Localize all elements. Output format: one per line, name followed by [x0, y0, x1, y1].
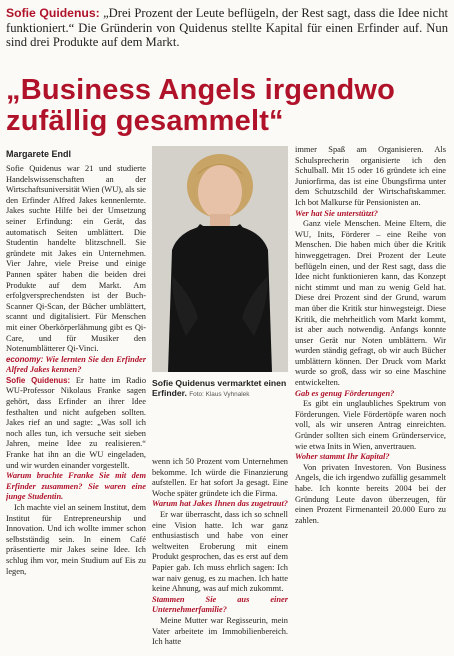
- article-column-2: [152, 457, 288, 654]
- question-6: Gab es genug Förderungen?: [295, 388, 395, 398]
- answer-7: Von privaten Investoren. Von Business Angels, die ich irgendwo zufällig gesammelt habe. Ich konnte bereits 2004 bei der Gründung Leute davon überzeugen, für einen Prozent Firmenanteil 20.000 Euro zu zahlen.: [295, 462, 446, 525]
- answer-2: Ich machte viel an seinem Institut, dem Institut für Entrepreneurship und Innovation. Und ich wollte immer schon selbstständig sein. In einem Café präsentierte mir Jakes seine Idee. Ich schlug ihm vor, mein Studium auf Eis zu legen,: [6, 503, 146, 576]
- photo-caption: [152, 378, 292, 401]
- article-column-3: [295, 145, 446, 654]
- article-column-1: [6, 164, 146, 654]
- author-byline: Margarete Endl: [6, 149, 72, 159]
- answer-3: Er war überrascht, dass ich so schnell eine Vision hatte. Ich war ganz enthusiastisch und habe von einer weltweiten Eroberung mit einem Produkt gesprochen, das es erst auf dem Papier gab. Ich muss ehrlich sagen: Ich war naiv genug, es zu machen. Ich hatte keine Ahnung, was auf mich zukommt.: [152, 509, 288, 594]
- interviewer-label: economy:: [6, 354, 44, 364]
- answer-4: Meine Mutter war Regisseurin, mein Vater arbeitete im Immobilienbereich. Ich hatte: [152, 615, 288, 647]
- question-1-text: Wie lernten Sie den Erfinder Alfred Jakes kennen?: [6, 354, 146, 375]
- portrait-photo-illustration: [152, 146, 288, 372]
- answer-4-continued: immer Spaß am Organisieren. Als Schulsprecherin organisierte ich den Schulball. Mit 15 oder 16 gründete ich eine Juniorfirma, das ist eine Übungsfirma unter dem Schutzschild der Wirtschaftskammer. Ich bot Malkurse für Pensionisten an.: [295, 145, 446, 207]
- answer-1: [6, 376, 146, 471]
- answer-6: Es gibt ein unglaubliches Spektrum von Förderungen. Viele Fördertöpfe waren noch voll, als wir unseren Antrag einreichten. Gründer sollten sich einem Gründerservice, wie etwa Inits in Wien, anvertrauen.: [295, 399, 446, 451]
- question-1: [6, 355, 146, 376]
- question-2: Warum brachte Franke Sie mit dem Erfinder zusammen? Sie waren eine junge Studentin.: [6, 471, 146, 502]
- question-3: Warum hat Jakes Ihnen das zugetraut?: [152, 499, 288, 509]
- portrait-photo: [152, 146, 288, 372]
- caption-text: Sofie Quidenus vermarktet einen Erfinder.: [152, 378, 287, 399]
- answer-1-text: Er hatte im Radio WU-Professor Nikolaus Franke sagen gehört, dass Erfinder an ihrer Idee festhalten und nicht aufgeben sollten. Jakes rief an und sagte: „Was soll ich noch alles tun, ich versuche seit sieben Jahren, meine Idee zu realisieren.“ Franke hat ihn an die WU eingeladen, und wir wurden einander vorgestellt.: [6, 375, 146, 470]
- lead-speaker: Sofie Quidenus:: [6, 6, 100, 20]
- interviewee-label: Sofie Quidenus:: [6, 375, 71, 385]
- answer-5: Ganz viele Menschen. Meine Eltern, die WU, Inits, Förderer – eine Reihe von Menschen. Die haben mich über die Kritik hinweggetragen. Drei Prozent der Leute beflügeln einen, und der Rest sagt, dass die Idee nicht funktionieren kann, das Konzept nicht stimmt und man zu wenig Geld hat. Diese drei Prozent sind der Grund, warum man über die Kritik stur hinwegsteigt. Diese Kritik, die mehrheitlich vom Markt kommt, ist aber auch notwendig. Anfangs konnte unser Gerät nur Noten umblättern. Wir wurden ständig gefragt, ob wir auch Bücher umblättern können. Der Druck vom Markt wurde so groß, dass wir so eine Maschine entwickelten.: [295, 219, 446, 388]
- photo-credit: Foto: Klaus Vyhnalek: [189, 391, 250, 399]
- lead-text: „Drei Prozent der Leute beflügeln, der Rest sagt, dass die Idee nicht funktioniert.“ Die Gründerin von Quidenus stellte Kapital für einen Erfinder auf. Nun sind drei Produkte auf dem Markt.: [6, 6, 448, 49]
- question-5: Wer hat Sie unterstützt?: [295, 208, 378, 218]
- lead-paragraph: [6, 6, 448, 50]
- headline: „Business Angels irgendwo zufällig gesammelt“: [6, 74, 396, 137]
- article-intro: Sofie Quidenus war 21 und studierte Handelswissenschaften an der Wirtschaftsuniversität Wien (WU), als sie den Erfinder Alfred Jakes kennenlernte. Jakes suchte Hilfe bei der Umsetzung seiner Erfindung: ein Gerät, das automatisch Seiten umblättert. Die Studentin handelte blitzschnell. Sie gründete mit Jakes ein Unternehmen. Vier Jahre, viele Preise und einige Pannen später haben die beiden drei Produkte auf dem Markt. Am erfolgversprechendsten ist der Buch-Scanner Qi-Scan, der Bücher umblättert, scannt und digitalisiert. Für Menschen mit einer Oberkörperlähmung gibt es Qi-Care, und für Musiker den Notenumblätterer Qi-Vinci.: [6, 164, 146, 354]
- question-7: Woher stammt Ihr Kapital?: [295, 452, 390, 462]
- answer-2-continued: wenn ich 50 Prozent vom Unternehmen bekomme. Ich würde die Finanzierung aufstellen. Er hat sofort Ja gesagt. Eine Woche später gründete ich die Firma.: [152, 457, 288, 498]
- question-4: Stammen Sie aus einer Unternehmerfamilie?: [152, 594, 288, 615]
